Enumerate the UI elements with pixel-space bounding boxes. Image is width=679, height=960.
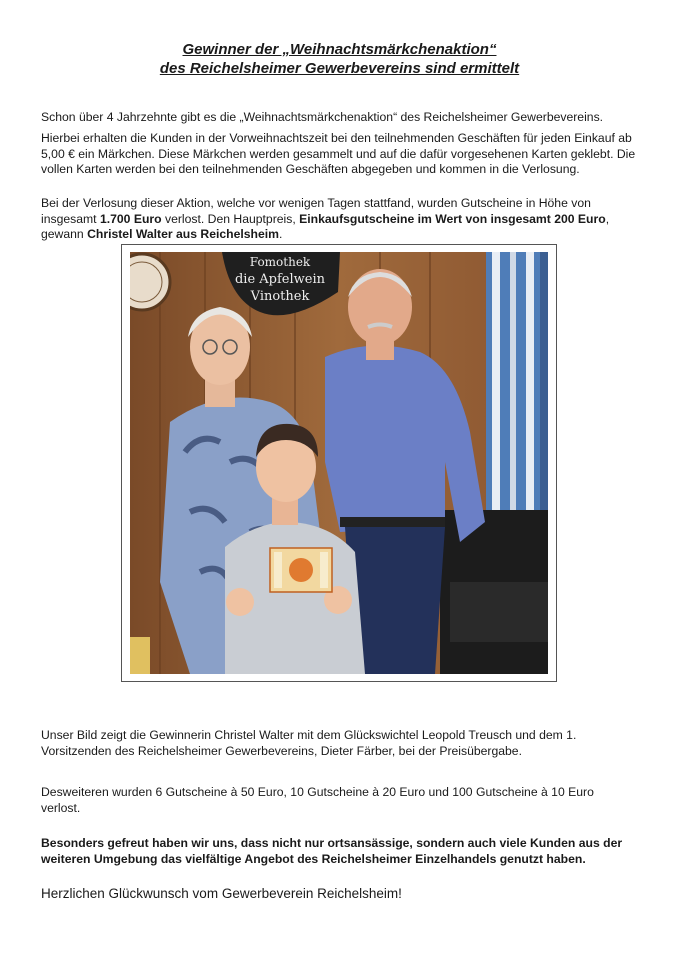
draw-paragraph (41, 196, 641, 243)
sign-line-1: Fomothek (249, 255, 311, 269)
draw-text-4: . (278, 227, 283, 241)
title-line-2: des Reichelsheimer Gewerbevereins sind ermittelt (159, 60, 520, 77)
intro-paragraph: Schon über 4 Jahrzehnte gibt es die „Weihnachtsmärkchenaktion“ des Reichelsheimer Gewerbevereins. (41, 110, 604, 124)
draw-text-2: verlost. Den Hauptpreis, (161, 211, 300, 226)
photo-caption: Unser Bild zeigt die Gewinnerin Christel Walter mit dem Glückswichtel Leopold Treusch und dem 1. Vorsitzenden des Reichelsheimer Gewerbevereins, Dieter Färber, bei der Preisübergabe. (41, 728, 577, 758)
draw-text-1: Bei der Verlosung dieser Aktion, welche vor wenigen Tagen stattfand, wurden Gutscheine in Höhe von insgesamt (41, 196, 591, 226)
explanation-paragraph: Hierbei erhalten die Kunden in der Vorweihnachtszeit bei den teilnehmenden Geschäften für jeden Einkauf ab 5,00 € ein Märkchen. Diese Märkchen werden gesammelt und auf die dafür vorgesehenen Karten geklebt. Die vollen Karten werden bei den teilnehmenden Geschäften abgegeben und kommen in die Verlosung. (41, 131, 636, 176)
photo-illustration (130, 252, 548, 674)
total-amount: 1.700 Euro (99, 211, 162, 226)
highlight-paragraph: Besonders gefreut haben wir uns, dass nicht nur ortsansässige, sondern auch viele Kunden aus der weiteren Umgebung das vielfältige Angebot des Reichelsheimer Einzelhandels genutzt haben. (41, 836, 623, 866)
winner-name: Christel Walter aus Reichelsheim (87, 227, 279, 241)
title-line-1: Gewinner der „Weihnachtsmärkchenaktion“ (182, 41, 497, 58)
curtain (486, 252, 548, 512)
clock-icon (130, 254, 170, 310)
prize-ceremony-photo (130, 252, 548, 674)
sign-line-2: die Apfelwein (234, 272, 326, 287)
sign-line-3: Vinothek (250, 289, 310, 304)
main-prize: Einkaufsgutscheine im Wert von insgesamt 200 Euro (299, 211, 606, 226)
closing-line: Herzlichen Glückwunsch vom Gewerbeverein Reichelsheim! (41, 886, 402, 901)
photo-frame (121, 244, 557, 682)
draw-text-3: , gewann (41, 211, 610, 241)
article-title (0, 40, 679, 78)
stamp-card (270, 548, 332, 592)
additional-prizes-paragraph: Desweiteren wurden 6 Gutscheine à 50 Euro, 10 Gutscheine à 20 Euro und 100 Gutscheine à 10 Euro verlost. (41, 785, 594, 815)
